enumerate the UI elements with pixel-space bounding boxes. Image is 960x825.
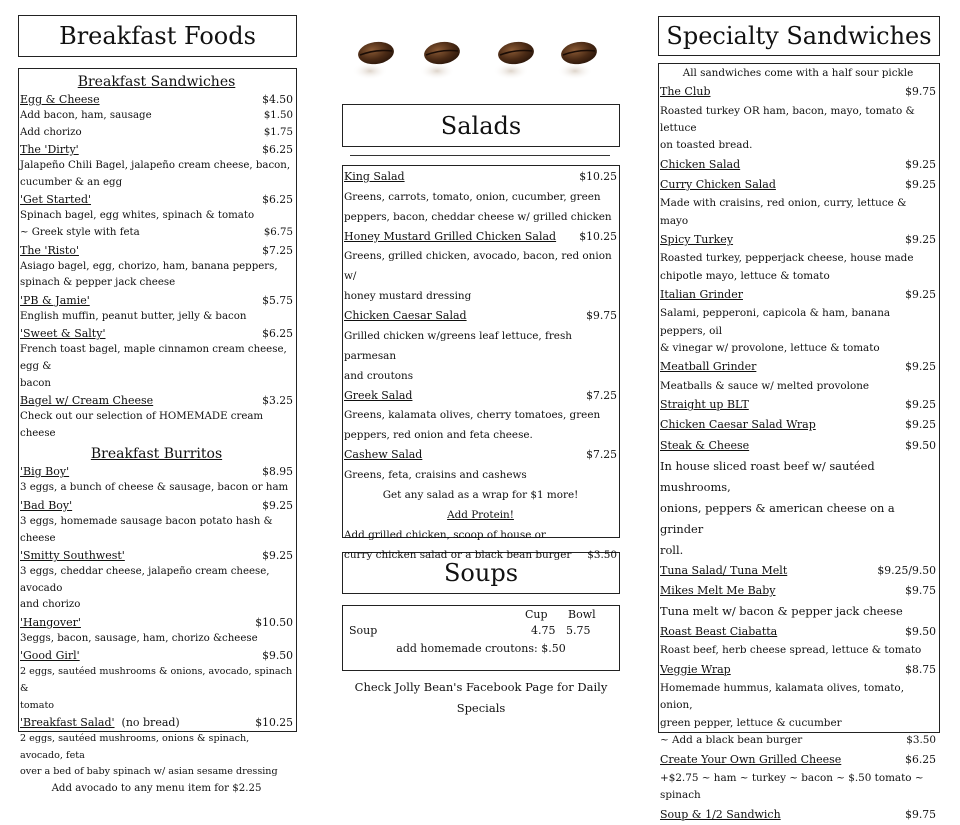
menu-description (20, 225, 293, 242)
menu-item (660, 357, 936, 377)
menu-description-text: honey mustard dressing (344, 290, 472, 303)
menu-item-price: $3.50 (587, 548, 617, 561)
menu-description (20, 764, 293, 781)
menu-item (660, 415, 936, 435)
menu-item-price: $9.25 (905, 233, 936, 247)
menu-description (20, 564, 293, 597)
menu-item-price: $9.25/9.50 (877, 563, 936, 577)
menu-description-text: 3eggs, bacon, sausage, ham, chorizo &cheese (20, 632, 258, 644)
menu-description-text: In house sliced roast beef w/ sautéed mushrooms, (660, 458, 875, 494)
menu-item (20, 141, 293, 158)
menu-description (660, 137, 936, 154)
menu-description (660, 601, 936, 622)
menu-description-text: Salami, pepperoni, capicola & ham, banana peppers, oil (660, 307, 891, 337)
menu-item-price: $1.75 (263, 126, 293, 138)
menu-item-price: $10.25 (255, 716, 293, 730)
menu-description (20, 731, 293, 764)
salads-divider (350, 155, 610, 156)
menu-description-text: Add Protein! (447, 508, 514, 521)
menu-description-text: Jalapeño Chili Bagel, jalapeño cream cheese, bacon, (20, 160, 291, 172)
menu-item-name: 'PB & Jamie' (20, 293, 90, 307)
soup-croutons-note: add homemade croutons: $.50 (396, 642, 566, 655)
menu-item (344, 386, 617, 406)
facebook-note-line-1: Check Jolly Bean's Facebook Page for Daily (354, 680, 608, 694)
menu-item-price: $6.75 (263, 226, 293, 238)
menu-description (660, 305, 936, 340)
menu-item-price: $6.25 (262, 143, 293, 157)
menu-item-price: $9.25 (905, 288, 936, 302)
menu-item-name: Meatball Grinder (660, 360, 757, 374)
salads-title: Salads (440, 111, 522, 140)
menu-description-text: peppers, bacon, cheddar cheese w/ grilled chicken (344, 210, 612, 223)
menu-item (660, 660, 936, 680)
menu-description (660, 250, 936, 267)
menu-description-text: Homemade hummus, kalamata olives, tomato, onion, (660, 681, 904, 712)
menu-description-text: 2 eggs, sautéed mushrooms, onions & spinach, avocado, feta (20, 733, 250, 761)
menu-item-name: Bagel w/ Cream Cheese (20, 394, 154, 408)
menu-item-name: 'Good Girl' (20, 649, 80, 663)
menu-item-price: $10.25 (579, 229, 617, 243)
menu-item-name: 'Bad Boy' (20, 498, 73, 512)
menu-description-text: Greens, feta, craisins and cashews (344, 468, 527, 481)
specialty-sandwiches-panel (658, 63, 940, 821)
menu-description (660, 642, 936, 659)
breakfast-burritos-list (20, 463, 293, 797)
menu-description (660, 378, 936, 395)
soup-bowl-price: 5.75 (566, 624, 591, 637)
menu-description (344, 545, 617, 565)
menu-item-name: Cashew Salad (344, 448, 423, 462)
menu-description (20, 480, 293, 497)
menu-description-text: Tuna melt w/ bacon & pepper jack cheese (660, 604, 903, 619)
menu-item-name: Veggie Wrap (660, 662, 731, 676)
breakfast-foods-header (18, 15, 297, 57)
menu-item-name: Italian Grinder (660, 288, 743, 302)
menu-description-text: cucumber & an egg (20, 176, 123, 188)
menu-description-text: over a bed of baby spinach w/ asian sesame dressing (20, 766, 278, 778)
salads-menu-panel (342, 165, 620, 561)
menu-item (660, 155, 936, 175)
menu-description (660, 540, 936, 561)
menu-item-name: Steak & Cheese (660, 438, 750, 452)
specialty-sandwiches-title: Specialty Sandwiches (666, 22, 932, 50)
salads-header (342, 104, 620, 147)
menu-description-text: Roasted turkey, pepperjack cheese, house made (660, 252, 914, 265)
coffee-bean-icon (352, 40, 395, 80)
menu-description-text: chipotle mayo, lettuce & tomato (660, 269, 830, 282)
menu-description-text: English muffin, peanut butter, jelly & bacon (20, 310, 247, 322)
menu-item-price: $9.25 (262, 498, 293, 512)
menu-description-text: +$2.75 ~ ham ~ turkey ~ bacon ~ $.50 tomato ~ spinach (660, 771, 924, 802)
soup-cup-price: 4.75 (531, 624, 556, 637)
menu-description (344, 505, 617, 525)
menu-item-name: Chicken Caesar Salad Wrap (660, 418, 816, 432)
menu-description (20, 259, 293, 276)
menu-description (344, 187, 617, 207)
menu-item-name: The 'Risto' (20, 243, 79, 257)
menu-item-name: Soup & 1/2 Sandwich (660, 807, 781, 821)
menu-description (20, 342, 293, 375)
menu-item-name: 'Big Boy' (20, 465, 70, 479)
menu-description (20, 175, 293, 192)
menu-description-text: ~ Add a black bean burger (660, 734, 803, 747)
menu-item (660, 395, 936, 415)
menu-description (344, 465, 617, 485)
menu-item-name: King Salad (344, 170, 405, 183)
coffee-bean-icon (557, 40, 598, 80)
menu-item (20, 547, 293, 564)
menu-item-price: $9.50 (905, 438, 936, 452)
menu-item-price: $9.75 (905, 85, 936, 99)
menu-item-name: The Club (660, 85, 711, 99)
menu-description-text: French toast bagel, maple cinnamon cream cheese, egg & (20, 344, 287, 372)
salads-list (344, 167, 617, 565)
soup-cup-label: Cup (525, 608, 548, 621)
menu-item-price: $9.50 (262, 649, 293, 663)
coffee-beans-decoration (350, 38, 610, 92)
menu-item (660, 805, 936, 825)
menu-item (344, 167, 617, 187)
menu-item-price: $3.50 (906, 734, 936, 747)
menu-description (344, 207, 617, 227)
menu-description-text: 3 eggs, homemade sausage bacon potato hash & cheese (20, 515, 273, 544)
menu-description (20, 309, 293, 326)
menu-item (20, 714, 293, 731)
menu-description (660, 340, 936, 357)
menu-item-name: Straight up BLT (660, 398, 749, 412)
menu-item-price: $1.50 (263, 110, 293, 121)
menu-description-text: Roasted turkey OR ham, bacon, mayo, tomato & lettuce (660, 104, 915, 135)
menu-description (20, 698, 293, 715)
menu-item-price: $9.25 (905, 157, 936, 171)
menu-item-price: $9.50 (905, 625, 936, 639)
menu-description-text: peppers, red onion and feta cheese. (344, 429, 533, 442)
menu-description (344, 246, 617, 286)
menu-item-note: (no bread) (114, 716, 180, 730)
menu-item-price: $8.95 (262, 465, 293, 479)
menu-item (660, 750, 936, 770)
menu-description-text: curry chicken salad or a black bean burger (344, 548, 572, 561)
menu-description (20, 664, 293, 697)
menu-description-text: roll. (660, 542, 684, 557)
coffee-bean-icon (493, 40, 535, 80)
menu-description-text: and chorizo (20, 599, 81, 611)
menu-item-price: $9.75 (905, 583, 936, 597)
facebook-specials-note (342, 677, 620, 719)
menu-description (20, 275, 293, 292)
menu-description-text: Meatballs & sauce w/ melted provolone (660, 379, 870, 392)
breakfast-sandwiches-list (20, 91, 293, 442)
menu-description (20, 108, 293, 125)
menu-item-price: $9.25 (905, 178, 936, 192)
menu-item-name: 'Smitty Southwest' (20, 549, 125, 563)
menu-description-text: onions, peppers & american cheese on a grinder (660, 500, 895, 536)
menu-item-price: $9.25 (905, 418, 936, 432)
menu-item-price: $3.25 (262, 394, 293, 408)
menu-description (344, 286, 617, 306)
menu-description (660, 732, 936, 749)
menu-item-price: $9.75 (586, 309, 617, 323)
menu-item-name: Spicy Turkey (660, 233, 734, 247)
menu-item-name: 'Breakfast Salad' (20, 716, 115, 730)
menu-item (20, 497, 293, 514)
menu-item-name: Create Your Own Grilled Cheese (660, 752, 842, 766)
menu-item-name: Honey Mustard Grilled Chicken Salad (344, 229, 557, 243)
menu-description-text: Asiago bagel, egg, chorizo, ham, banana peppers, (20, 260, 278, 272)
menu-description (20, 631, 293, 648)
specialty-sandwiches-list (660, 65, 936, 825)
menu-description (660, 103, 936, 138)
menu-description (660, 195, 936, 230)
menu-item-price: $6.25 (905, 752, 936, 766)
menu-item-name: 'Get Started' (20, 193, 92, 207)
menu-description-text: green pepper, lettuce & cucumber (660, 716, 842, 729)
menu-description (660, 456, 936, 498)
menu-item (20, 463, 293, 480)
menu-description-text: Roast beef, herb cheese spread, lettuce & tomato (660, 644, 922, 657)
menu-item (20, 325, 293, 342)
menu-item (660, 285, 936, 305)
facebook-note-line-2: Specials (456, 701, 506, 715)
menu-item-name: Egg & Cheese (20, 93, 100, 106)
menu-item-price: $5.75 (262, 293, 293, 307)
soups-menu-panel (342, 605, 620, 671)
menu-item-price: $10.50 (255, 615, 293, 629)
menu-item (20, 292, 293, 309)
menu-item-name: Curry Chicken Salad (660, 178, 776, 192)
menu-item (344, 306, 617, 326)
menu-description-text: on toasted bread. (660, 139, 753, 152)
breakfast-burritos-heading: Breakfast Burritos (90, 446, 223, 463)
menu-item (20, 242, 293, 259)
menu-item (660, 622, 936, 642)
menu-description (20, 514, 293, 547)
menu-description-text: Greens, carrots, tomato, onion, cucumber, green (344, 190, 601, 203)
menu-item (660, 82, 936, 102)
menu-item-price: $9.25 (905, 398, 936, 412)
specialty-sandwiches-header (658, 16, 940, 56)
menu-description-text: Made with craisins, red onion, curry, lettuce & mayo (660, 197, 907, 227)
menu-description-text: & vinegar w/ provolone, lettuce & tomato (660, 342, 880, 355)
menu-description (660, 770, 936, 805)
soups-title: Soups (443, 559, 519, 587)
menu-item (660, 175, 936, 195)
menu-item (20, 614, 293, 631)
menu-description (660, 498, 936, 540)
menu-item-name: Greek Salad (344, 388, 413, 402)
menu-item (20, 392, 293, 409)
menu-description-text: spinach & pepper jack cheese (20, 277, 176, 289)
menu-description (344, 366, 617, 386)
menu-item (660, 581, 936, 601)
menu-item (20, 91, 293, 108)
menu-item-name: Chicken Salad (660, 157, 741, 171)
menu-item-name: Mikes Melt Me Baby (660, 583, 776, 597)
menu-description (20, 409, 293, 442)
menu-item-name: Tuna Salad/ Tuna Melt (660, 563, 788, 577)
menu-item (20, 647, 293, 664)
menu-description (20, 125, 293, 142)
menu-item-name: The 'Dirty' (20, 143, 79, 157)
menu-description-text: 3 eggs, a bunch of cheese & sausage, bacon or ham (20, 482, 289, 494)
menu-item (660, 436, 936, 456)
menu-description (344, 425, 617, 445)
menu-item-name: Roast Beast Ciabatta (660, 625, 778, 639)
menu-description (344, 326, 617, 366)
menu-item-price: $6.25 (262, 327, 293, 341)
menu-description-text: 2 eggs, sautéed mushrooms & onions, avocado, spinach & (20, 666, 293, 695)
menu-description (344, 405, 617, 425)
menu-item-name: 'Hangover' (20, 615, 81, 629)
menu-description-text: Spinach bagel, egg whites, spinach & tomato (20, 210, 255, 222)
menu-item (344, 445, 617, 465)
menu-description-text: tomato (20, 699, 55, 711)
menu-item-price: $9.25 (905, 360, 936, 374)
menu-description-text: bacon (20, 377, 51, 389)
menu-description (660, 268, 936, 285)
menu-item-price: $8.75 (905, 662, 936, 676)
menu-description (344, 485, 617, 505)
soup-bowl-label: Bowl (568, 608, 596, 621)
menu-item-name: 'Sweet & Salty' (20, 327, 106, 341)
menu-description-text: Add bacon, ham, sausage (20, 110, 152, 121)
menu-item-price: $6.25 (262, 193, 293, 207)
soup-label: Soup (349, 624, 378, 637)
menu-description (660, 715, 936, 732)
menu-item-price: $7.25 (586, 388, 617, 402)
menu-description (20, 597, 293, 614)
menu-description-text: Check out our selection of HOMEMADE cream cheese (20, 411, 264, 439)
menu-description-text: All sandwiches come with a half sour pickle (682, 67, 914, 79)
menu-description-text: Add grilled chicken, scoop of house or (344, 528, 546, 541)
menu-description-text: Add avocado to any menu item for $2.25 (51, 783, 262, 795)
menu-description (660, 680, 936, 715)
menu-description (20, 376, 293, 393)
breakfast-menu-panel (18, 68, 297, 795)
menu-description-text: ~ Greek style with feta (20, 226, 140, 238)
coffee-bean-icon (419, 40, 461, 80)
menu-item-price: $9.25 (262, 549, 293, 563)
breakfast-sandwiches-heading: Breakfast Sandwiches (77, 74, 236, 90)
menu-item-price: $7.25 (262, 243, 293, 257)
menu-description-text: 3 eggs, cheddar cheese, jalapeño cream cheese, avocado (20, 566, 270, 594)
menu-description-text: and croutons (344, 369, 414, 382)
menu-item (20, 191, 293, 208)
menu-description-text: Greens, kalamata olives, cherry tomatoes, green (344, 409, 601, 422)
menu-description (20, 781, 293, 798)
menu-description (20, 158, 293, 175)
menu-item-price: $4.50 (262, 93, 293, 106)
menu-description (344, 525, 617, 545)
breakfast-foods-title: Breakfast Foods (59, 22, 256, 50)
menu-description (660, 65, 936, 82)
menu-description-text: Add chorizo (20, 126, 82, 138)
menu-item-price: $7.25 (586, 448, 617, 462)
menu-description-text: Get any salad as a wrap for $1 more! (382, 488, 579, 501)
menu-description-text: Grilled chicken w/greens leaf lettuce, fresh parmesan (344, 329, 572, 362)
menu-item (660, 230, 936, 250)
menu-item-price: $10.25 (579, 170, 617, 183)
menu-item-price: $9.75 (905, 807, 936, 821)
menu-item (660, 561, 936, 581)
menu-item-name: Chicken Caesar Salad (344, 309, 467, 323)
menu-item (344, 227, 617, 247)
menu-description (20, 208, 293, 225)
menu-description-text: Greens, grilled chicken, avocado, bacon, red onion w/ (344, 250, 612, 283)
